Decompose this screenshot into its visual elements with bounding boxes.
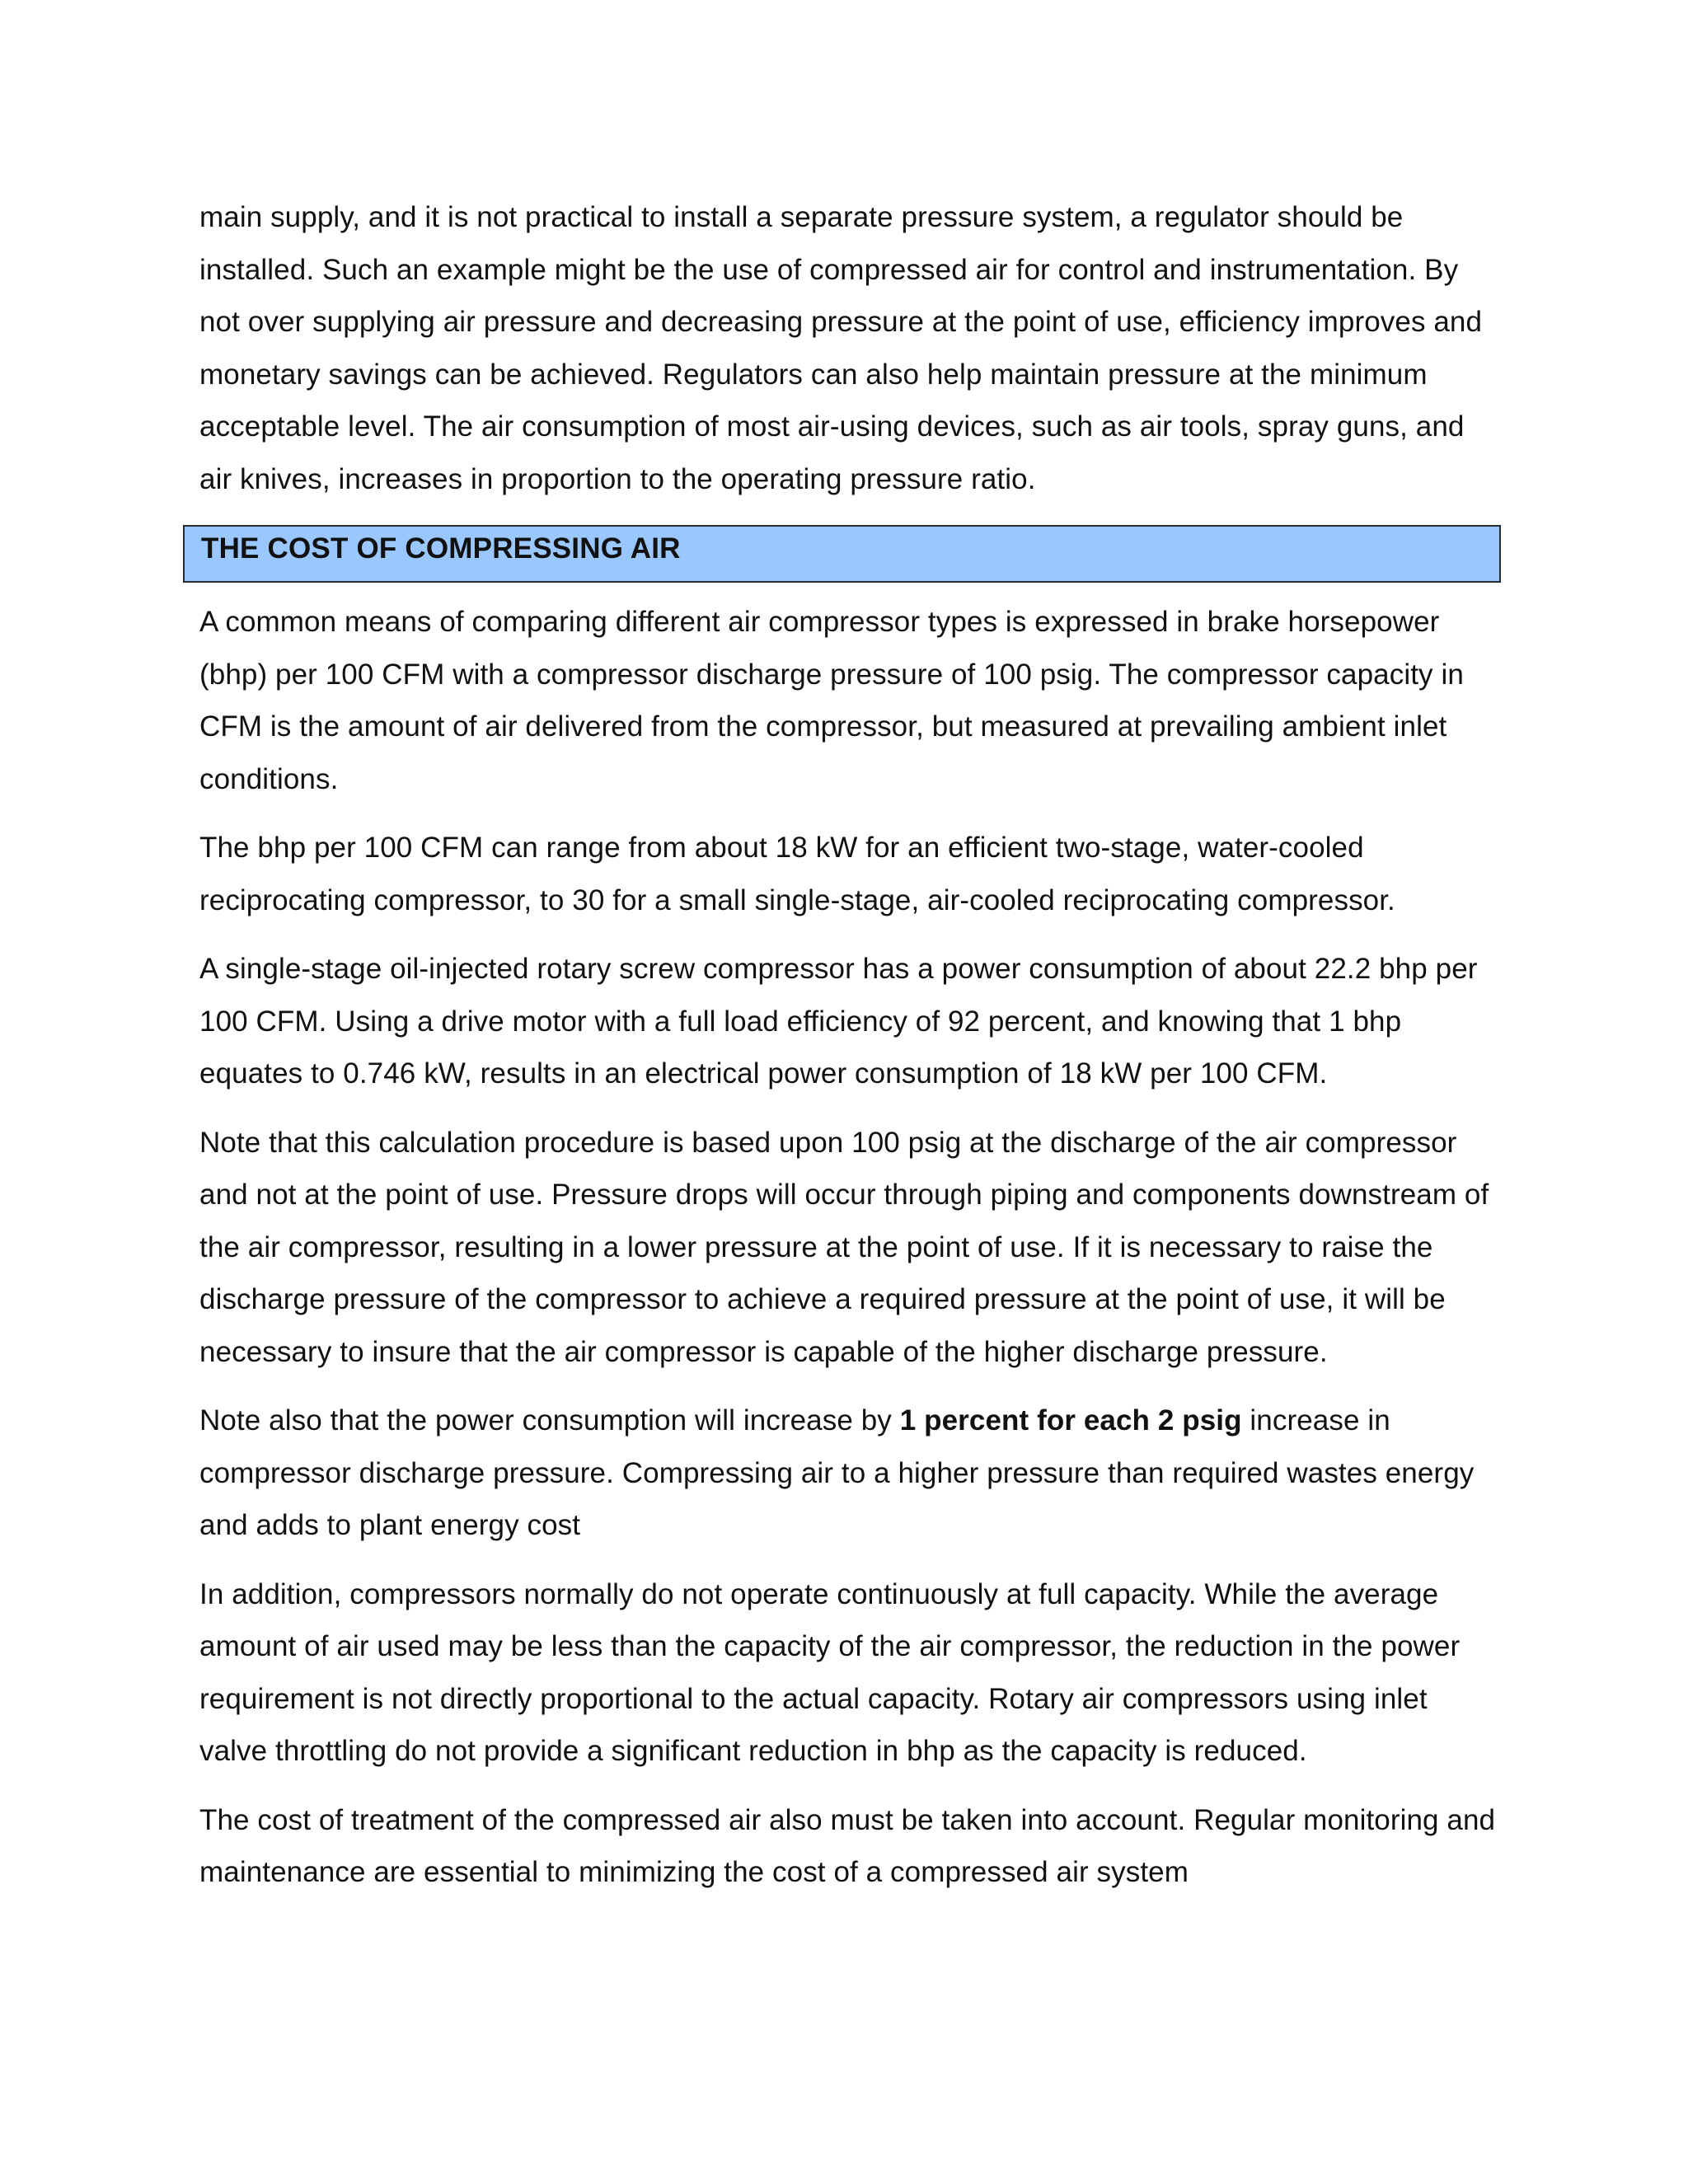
power-note-emphasis: 1 percent for each 2 psig xyxy=(899,1404,1242,1436)
paragraph-bhp-range: The bhp per 100 CFM can range from about 18 kW for an efficient two-stage, water-cooled reciprocating compressor, to 30 for a small single-stage, air-cooled reciprocating compressor. xyxy=(199,832,1395,916)
power-note-text-before: Note also that the power consumption will increase by xyxy=(199,1404,900,1436)
paragraph-bhp-comparison: A common means of comparing different air compressor types is expressed in brake horsepower (bhp) per 100 CFM with a compressor discharge pressure of 100 psig. The compressor capacity in CFM is the amount of air delivered from the compressor, but measured at prevailing ambient inlet conditions. xyxy=(199,606,1464,795)
section-heading: THE COST OF COMPRESSING AIR xyxy=(183,525,1501,583)
paragraph-partial-capacity: In addition, compressors normally do not operate continuously at full capacity. While the average amount of air used may be less than the capacity of the air compressor, the reduction in the power requirement is not directly proportional to the actual capacity. Rotary air compressors using inlet valve throttling do not provide a significant reduction in bhp as the capacity is reduced. xyxy=(199,1577,1461,1767)
paragraph-power-increase-note xyxy=(199,1394,1502,1552)
paragraph-rotary-screw: A single-stage oil-injected rotary screw compressor has a power consumption of about 22.2 bhp per 100 CFM. Using a drive motor with a full load efficiency of 92 percent, and knowing that 1 bhp equates to 0.746 kW, results in an electrical power consumption of 18 kW per 100 CFM. xyxy=(199,953,1478,1090)
paragraph-treatment-cost: The cost of treatment of the compressed air also must be taken into account. Regular monitoring and maintenance are essential to minimizing the cost of a compressed air system xyxy=(199,1803,1496,1888)
page-content xyxy=(199,191,1502,1915)
intro-paragraph: main supply, and it is not practical to install a separate pressure system, a regulator should be installed. Such an example might be the use of compressed air for control and instrumentation. By not over supplying air pressure and decreasing pressure at the point of use, efficiency improves and monetary savings can be achieved. Regulators can also help maintain pressure at the minimum acceptable level. The air consumption of most air-using devices, such as air tools, spray guns, and air knives, increases in proportion to the operating pressure ratio. xyxy=(199,201,1483,495)
paragraph-pressure-drop-note: Note that this calculation procedure is based upon 100 psig at the discharge of the air compressor and not at the point of use. Pressure drops will occur through piping and components downstream of the air compressor, resulting in a lower pressure at the point of use. If it is necessary to raise the discharge pressure of the compressor to achieve a required pressure at the point of use, it will be necessary to insure that the air compressor is capable of the higher discharge pressure. xyxy=(199,1126,1489,1368)
power-note-text-after: increase in compressor discharge pressure. Compressing air to a higher pressure than required wastes energy and adds to plant energy cost xyxy=(199,1404,1475,1541)
